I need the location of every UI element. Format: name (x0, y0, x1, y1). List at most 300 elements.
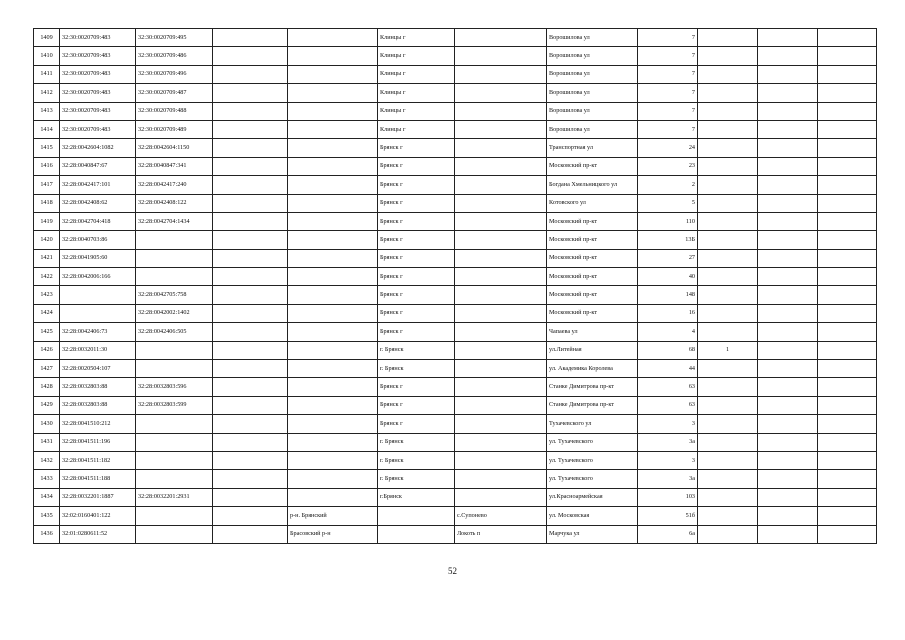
district-cell (288, 378, 378, 396)
cadastral-number: 32:28:0032201:1887 (60, 488, 136, 506)
settlement-cell (455, 360, 547, 378)
row-number: 1423 (34, 286, 60, 304)
city-cell: г. Брянск (378, 451, 455, 469)
cadastral-number-premises (136, 451, 213, 469)
street-cell: Чапаева ул (547, 323, 638, 341)
settlement-cell (455, 268, 547, 286)
row-number: 1411 (34, 65, 60, 83)
empty-cell (758, 360, 818, 378)
house-number: 148 (638, 286, 698, 304)
settlement-cell (455, 212, 547, 230)
settlement-cell (455, 433, 547, 451)
street-cell: Марчука ул (547, 525, 638, 543)
flat-number: 1 (698, 341, 758, 359)
house-number: 23 (638, 157, 698, 175)
empty-cell (758, 286, 818, 304)
district-cell (288, 268, 378, 286)
empty-cell (213, 415, 288, 433)
settlement-cell (455, 84, 547, 102)
street-cell: Московский пр-кт (547, 212, 638, 230)
flat-number (698, 157, 758, 175)
city-cell: Клинцы г (378, 65, 455, 83)
row-number: 1422 (34, 268, 60, 286)
cadastral-number (60, 304, 136, 322)
empty-cell (213, 378, 288, 396)
empty-cell (758, 378, 818, 396)
settlement-cell (455, 102, 547, 120)
empty-cell (758, 323, 818, 341)
city-cell: Брянск г (378, 194, 455, 212)
row-number: 1432 (34, 451, 60, 469)
cadastral-number-premises: 32:30:0020709:488 (136, 102, 213, 120)
district-cell (288, 433, 378, 451)
cadastral-number-premises (136, 433, 213, 451)
cadastral-number: 32:30:0020709:483 (60, 120, 136, 138)
house-number: 40 (638, 268, 698, 286)
street-cell: ул. Тухачевского (547, 470, 638, 488)
cadastral-number-premises (136, 415, 213, 433)
house-number: 7 (638, 120, 698, 138)
table-row (34, 323, 877, 341)
house-number: 68 (638, 341, 698, 359)
table-row (34, 212, 877, 230)
row-number: 1412 (34, 84, 60, 102)
city-cell: г. Брянск (378, 470, 455, 488)
empty-cell (213, 488, 288, 506)
cadastral-number: 32:28:0032011:30 (60, 341, 136, 359)
house-number: 7 (638, 29, 698, 47)
city-cell: г.Брянск (378, 488, 455, 506)
district-cell (288, 176, 378, 194)
settlement-cell (455, 194, 547, 212)
cadastral-number: 32:28:0041511:188 (60, 470, 136, 488)
empty-cell (818, 396, 877, 414)
district-cell (288, 249, 378, 267)
empty-cell (213, 157, 288, 175)
row-number: 1421 (34, 249, 60, 267)
table-row (34, 341, 877, 359)
table-row (34, 470, 877, 488)
flat-number (698, 176, 758, 194)
district-cell (288, 396, 378, 414)
settlement-cell (455, 378, 547, 396)
row-number: 1428 (34, 378, 60, 396)
flat-number (698, 488, 758, 506)
district-cell (288, 120, 378, 138)
cadastral-number: 32:30:0020709:483 (60, 29, 136, 47)
empty-cell (818, 212, 877, 230)
city-cell: Клинцы г (378, 102, 455, 120)
flat-number (698, 268, 758, 286)
cadastral-number: 32:30:0020709:483 (60, 102, 136, 120)
house-number: 2 (638, 176, 698, 194)
district-cell (288, 451, 378, 469)
house-number: 110 (638, 212, 698, 230)
settlement-cell (455, 341, 547, 359)
empty-cell (758, 84, 818, 102)
city-cell: Брянск г (378, 396, 455, 414)
district-cell (288, 194, 378, 212)
flat-number (698, 120, 758, 138)
empty-cell (213, 231, 288, 249)
empty-cell (213, 360, 288, 378)
empty-cell (758, 451, 818, 469)
row-number: 1427 (34, 360, 60, 378)
city-cell: Клинцы г (378, 120, 455, 138)
street-cell: Станке Димитрова пр-кт (547, 396, 638, 414)
city-cell: Брянск г (378, 268, 455, 286)
cadastral-number-premises (136, 268, 213, 286)
table-row (34, 65, 877, 83)
settlement-cell (455, 304, 547, 322)
row-number: 1425 (34, 323, 60, 341)
empty-cell (213, 525, 288, 543)
empty-cell (818, 341, 877, 359)
empty-cell (758, 212, 818, 230)
district-cell: р-н. Брянский (288, 507, 378, 525)
cadastral-number-premises: 32:28:0042408:122 (136, 194, 213, 212)
table-row (34, 268, 877, 286)
district-cell (288, 470, 378, 488)
empty-cell (758, 157, 818, 175)
empty-cell (758, 194, 818, 212)
table-row (34, 231, 877, 249)
empty-cell (818, 378, 877, 396)
house-number: 7 (638, 65, 698, 83)
empty-cell (758, 249, 818, 267)
cadastral-number: 32:30:0020709:483 (60, 84, 136, 102)
district-cell (288, 360, 378, 378)
row-number: 1434 (34, 488, 60, 506)
house-number: 6а (638, 525, 698, 543)
empty-cell (818, 194, 877, 212)
empty-cell (758, 231, 818, 249)
empty-cell (213, 451, 288, 469)
flat-number (698, 525, 758, 543)
flat-number (698, 304, 758, 322)
row-number: 1433 (34, 470, 60, 488)
city-cell: Клинцы г (378, 84, 455, 102)
cadastral-number-premises (136, 525, 213, 543)
district-cell (288, 29, 378, 47)
page-number: 52 (448, 566, 457, 576)
table-row (34, 249, 877, 267)
empty-cell (213, 29, 288, 47)
empty-cell (213, 212, 288, 230)
cadastral-number: 32:30:0020709:483 (60, 47, 136, 65)
empty-cell (758, 488, 818, 506)
cadastral-number: 32:02:0160401:122 (60, 507, 136, 525)
city-cell: Брянск г (378, 286, 455, 304)
empty-cell (758, 102, 818, 120)
empty-cell (758, 507, 818, 525)
city-cell: Брянск г (378, 176, 455, 194)
settlement-cell (455, 157, 547, 175)
district-cell (288, 415, 378, 433)
cadastral-number: 32:28:0042604:1082 (60, 139, 136, 157)
flat-number (698, 102, 758, 120)
house-number: 24 (638, 139, 698, 157)
empty-cell (213, 102, 288, 120)
settlement-cell (455, 396, 547, 414)
city-cell: Клинцы г (378, 47, 455, 65)
flat-number (698, 65, 758, 83)
table-row (34, 194, 877, 212)
empty-cell (213, 341, 288, 359)
flat-number (698, 249, 758, 267)
flat-number (698, 139, 758, 157)
house-number: 63 (638, 378, 698, 396)
row-number: 1416 (34, 157, 60, 175)
street-cell: Ворошилова ул (547, 65, 638, 83)
empty-cell (818, 102, 877, 120)
row-number: 1431 (34, 433, 60, 451)
cadastral-number: 32:28:0042417:101 (60, 176, 136, 194)
settlement-cell (455, 286, 547, 304)
table-row (34, 47, 877, 65)
cadastral-number: 32:28:0041510:212 (60, 415, 136, 433)
empty-cell (213, 194, 288, 212)
cadastral-number: 32:28:0042408:62 (60, 194, 136, 212)
cadastral-number-premises: 32:28:0032201:2931 (136, 488, 213, 506)
house-number: 51б (638, 507, 698, 525)
house-number: 103 (638, 488, 698, 506)
flat-number (698, 84, 758, 102)
street-cell: Московский пр-кт (547, 157, 638, 175)
street-cell: ул. Академика Королева (547, 360, 638, 378)
empty-cell (818, 525, 877, 543)
empty-cell (213, 433, 288, 451)
city-cell: г. Брянск (378, 341, 455, 359)
cadastral-number-premises: 32:30:0020709:489 (136, 120, 213, 138)
city-cell: Клинцы г (378, 29, 455, 47)
street-cell: Богдана Хмельницкого ул (547, 176, 638, 194)
empty-cell (213, 323, 288, 341)
city-cell: г. Брянск (378, 433, 455, 451)
flat-number (698, 360, 758, 378)
street-cell: Ворошилова ул (547, 29, 638, 47)
flat-number (698, 415, 758, 433)
row-number: 1417 (34, 176, 60, 194)
house-number: 3 (638, 415, 698, 433)
row-number: 1413 (34, 102, 60, 120)
cadastral-number-premises: 32:30:0020709:487 (136, 84, 213, 102)
empty-cell (213, 304, 288, 322)
settlement-cell (455, 120, 547, 138)
district-cell (288, 47, 378, 65)
street-cell: Транспортная ул (547, 139, 638, 157)
cadastral-number-premises (136, 231, 213, 249)
empty-cell (818, 451, 877, 469)
district-cell (288, 139, 378, 157)
table-row (34, 84, 877, 102)
district-cell (288, 341, 378, 359)
empty-cell (758, 525, 818, 543)
table-row (34, 488, 877, 506)
district-cell (288, 231, 378, 249)
settlement-cell (455, 470, 547, 488)
row-number: 1426 (34, 341, 60, 359)
settlement-cell (455, 65, 547, 83)
house-number: 7 (638, 84, 698, 102)
settlement-cell (455, 47, 547, 65)
flat-number (698, 231, 758, 249)
empty-cell (818, 507, 877, 525)
empty-cell (818, 268, 877, 286)
empty-cell (818, 323, 877, 341)
empty-cell (818, 286, 877, 304)
table-row (34, 120, 877, 138)
cadastral-number-premises (136, 249, 213, 267)
district-cell (288, 286, 378, 304)
street-cell: Московский пр-кт (547, 231, 638, 249)
row-number: 1418 (34, 194, 60, 212)
flat-number (698, 451, 758, 469)
empty-cell (818, 65, 877, 83)
empty-cell (213, 139, 288, 157)
street-cell: Станке Димитрова пр-кт (547, 378, 638, 396)
empty-cell (818, 139, 877, 157)
settlement-cell (455, 231, 547, 249)
register-table (33, 28, 877, 544)
street-cell: ул. Тухачевского (547, 433, 638, 451)
city-cell: Брянск г (378, 212, 455, 230)
city-cell (378, 507, 455, 525)
table-row (34, 176, 877, 194)
street-cell: Ворошилова ул (547, 102, 638, 120)
cadastral-number-premises: 32:28:0032803:596 (136, 378, 213, 396)
house-number: 7 (638, 102, 698, 120)
empty-cell (758, 433, 818, 451)
empty-cell (818, 84, 877, 102)
cadastral-number: 32:30:0020709:483 (60, 65, 136, 83)
district-cell (288, 84, 378, 102)
empty-cell (758, 268, 818, 286)
flat-number (698, 323, 758, 341)
cadastral-number-premises (136, 341, 213, 359)
table-row (34, 286, 877, 304)
cadastral-number: 32:28:0041511:196 (60, 433, 136, 451)
cadastral-number-premises: 32:28:0040847:341 (136, 157, 213, 175)
row-number: 1420 (34, 231, 60, 249)
table-row (34, 378, 877, 396)
empty-cell (818, 304, 877, 322)
empty-cell (818, 47, 877, 65)
empty-cell (758, 29, 818, 47)
house-number: 16 (638, 304, 698, 322)
cadastral-number (60, 286, 136, 304)
settlement-cell (455, 415, 547, 433)
flat-number (698, 470, 758, 488)
empty-cell (818, 157, 877, 175)
street-cell: ул.Литейная (547, 341, 638, 359)
cadastral-number-premises: 32:28:0042604:1150 (136, 139, 213, 157)
empty-cell (213, 249, 288, 267)
empty-cell (213, 396, 288, 414)
cadastral-number: 32:28:0040847:67 (60, 157, 136, 175)
city-cell: Брянск г (378, 323, 455, 341)
city-cell: Брянск г (378, 304, 455, 322)
city-cell: Брянск г (378, 415, 455, 433)
settlement-cell (455, 451, 547, 469)
row-number: 1409 (34, 29, 60, 47)
house-number: 3 (638, 451, 698, 469)
house-number: 5 (638, 194, 698, 212)
district-cell (288, 157, 378, 175)
district-cell (288, 488, 378, 506)
cadastral-number: 32:28:0041905:60 (60, 249, 136, 267)
city-cell: Брянск г (378, 157, 455, 175)
row-number: 1419 (34, 212, 60, 230)
flat-number (698, 286, 758, 304)
settlement-cell (455, 139, 547, 157)
house-number: 4 (638, 323, 698, 341)
empty-cell (213, 84, 288, 102)
district-cell (288, 212, 378, 230)
cadastral-number-premises: 32:28:0042417:240 (136, 176, 213, 194)
cadastral-number: 32:28:0020504:107 (60, 360, 136, 378)
table-row (34, 451, 877, 469)
empty-cell (818, 249, 877, 267)
cadastral-number-premises: 32:30:0020709:495 (136, 29, 213, 47)
flat-number (698, 396, 758, 414)
empty-cell (758, 65, 818, 83)
table-row (34, 507, 877, 525)
cadastral-number: 32:28:0042006:166 (60, 268, 136, 286)
row-number: 1436 (34, 525, 60, 543)
flat-number (698, 29, 758, 47)
house-number: 44 (638, 360, 698, 378)
table-row (34, 102, 877, 120)
empty-cell (213, 120, 288, 138)
house-number: 3а (638, 470, 698, 488)
empty-cell (213, 65, 288, 83)
settlement-cell (455, 29, 547, 47)
row-number: 1424 (34, 304, 60, 322)
city-cell: г. Брянск (378, 360, 455, 378)
flat-number (698, 507, 758, 525)
flat-number (698, 378, 758, 396)
cadastral-number: 32:28:0041511:182 (60, 451, 136, 469)
empty-cell (758, 176, 818, 194)
district-cell: Брасовский р-н (288, 525, 378, 543)
cadastral-number: 32:28:0040703:86 (60, 231, 136, 249)
cadastral-number-premises: 32:30:0020709:486 (136, 47, 213, 65)
table-row (34, 304, 877, 322)
table-row (34, 396, 877, 414)
row-number: 1429 (34, 396, 60, 414)
city-cell: Брянск г (378, 139, 455, 157)
cadastral-number: 32:28:0042704:418 (60, 212, 136, 230)
empty-cell (213, 47, 288, 65)
table-row (34, 433, 877, 451)
settlement-cell (455, 176, 547, 194)
city-cell (378, 525, 455, 543)
district-cell (288, 304, 378, 322)
row-number: 1410 (34, 47, 60, 65)
empty-cell (818, 360, 877, 378)
city-cell: Брянск г (378, 378, 455, 396)
cadastral-number-premises: 32:28:0042705:758 (136, 286, 213, 304)
empty-cell (818, 470, 877, 488)
empty-cell (213, 507, 288, 525)
cadastral-number: 32:01:0280611:52 (60, 525, 136, 543)
street-cell: ул. Тухачевского (547, 451, 638, 469)
empty-cell (213, 286, 288, 304)
table-row (34, 360, 877, 378)
street-cell: ул. Московская (547, 507, 638, 525)
cadastral-number-premises (136, 360, 213, 378)
